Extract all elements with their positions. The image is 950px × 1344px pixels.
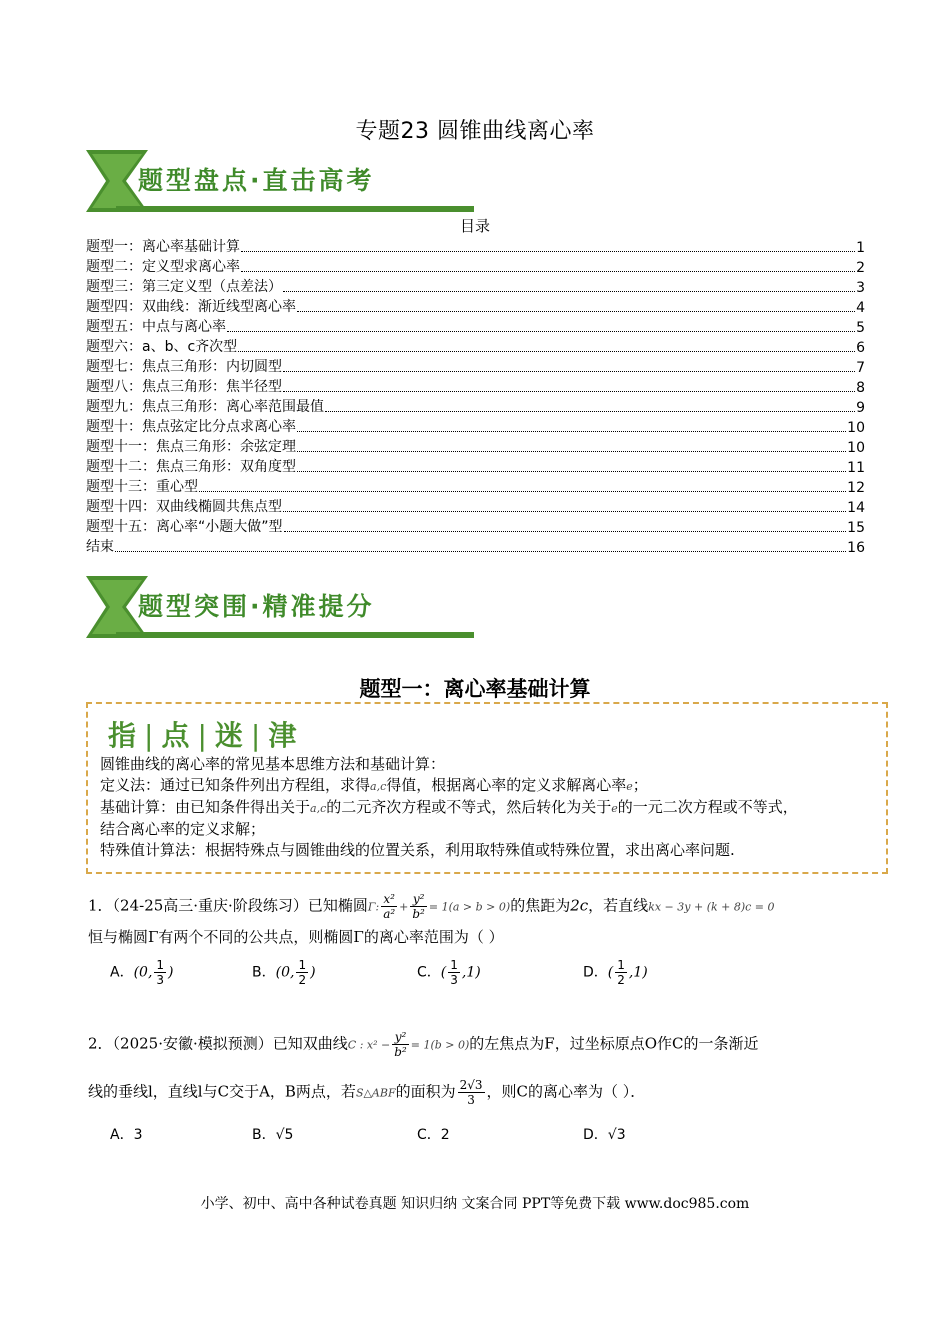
toc-item-page: 14 [847, 500, 865, 516]
tip-heading-char: 点 [161, 719, 190, 752]
page-footer: 小学、初中、高中各种试卷真题 知识归纳 文案合同 PPT等免费下载 www.doc985.com [200, 1196, 750, 1212]
toc-leader [283, 511, 846, 512]
section-title: 题型一：离心率基础计算 [359, 677, 591, 701]
banner-text: 题型盘点·直击高考 [138, 166, 375, 195]
tip-content [100, 754, 890, 861]
question-1-option-d[interactable]: D．( $\frac{1}{2}$ ,1) [583, 958, 648, 987]
table-of-contents [86, 236, 865, 556]
toc-leader [297, 451, 846, 452]
tip-separator: | [197, 719, 207, 752]
question-1-option-a[interactable]: A．(0, $\frac{1}{3}$ ) [110, 958, 174, 987]
toc-leader [115, 551, 846, 552]
tip-line: 基础计算：由已知条件得出关于a,c的二元齐次方程或不等式，然后转化为关于e的一元二次方程或不等式， [100, 798, 798, 816]
toc-leader [297, 311, 855, 312]
toc-item-page: 6 [856, 340, 865, 356]
tip-heading [108, 714, 296, 754]
toc-item-page: 10 [847, 420, 865, 436]
toc-item-page: 16 [847, 540, 865, 556]
tip-line: 圆锥曲线的离心率的常见基本思维方法和基础计算： [100, 755, 446, 773]
tip-line: 结合离心率的定义求解； [100, 820, 266, 838]
toc-leader [283, 371, 855, 372]
toc-item-page: 3 [856, 280, 865, 296]
toc-item-label: 题型九：焦点三角形：离心率范围最值 [86, 399, 324, 415]
section-banner-practice [86, 574, 476, 640]
toc-item-label: 题型三：第三定义型（点差法） [86, 279, 282, 295]
toc-item[interactable] [86, 256, 865, 276]
question-2-option-b[interactable]: B．√5 [252, 1127, 294, 1143]
question-source: （2025·安徽·模拟预测） [112, 1034, 273, 1053]
toc-item-label: 题型十五：离心率“小题大做”型 [86, 519, 283, 535]
toc-item[interactable] [86, 456, 865, 476]
toc-item-label: 题型十一：焦点三角形：余弦定理 [86, 439, 296, 455]
question-1-option-c[interactable]: C．( $\frac{1}{3}$ ,1) [417, 958, 481, 987]
toc-item-page: 8 [856, 380, 865, 396]
toc-item-label: 题型十二：焦点三角形：双角度型 [86, 459, 296, 475]
toc-leader [241, 271, 855, 272]
tip-line: 特殊值计算法：根据特殊点与圆锥曲线的位置关系，利用取特殊值或特殊位置，求出离心率问题. [100, 841, 735, 859]
toc-item-page: 7 [856, 360, 865, 376]
tip-separator: | [250, 719, 261, 752]
toc-item-page: 10 [847, 440, 865, 456]
toc-leader [227, 331, 855, 332]
toc-item-page: 1 [856, 240, 865, 256]
toc-item[interactable] [86, 296, 865, 316]
question-number: 2． [88, 1034, 113, 1053]
question-source: （24-25高三·重庆·阶段练习） [112, 896, 308, 915]
toc-item-label: 题型七：焦点三角形：内切圆型 [86, 359, 282, 375]
toc-leader [238, 351, 855, 352]
tip-heading-char: 指 [108, 719, 137, 752]
toc-item-label: 题型一：离心率基础计算 [86, 239, 240, 255]
toc-heading: 目录 [459, 217, 490, 235]
tip-heading-char: 迷 [214, 719, 243, 752]
toc-item-page: 12 [847, 480, 865, 496]
toc-item-page: 9 [856, 400, 865, 416]
toc-item[interactable] [86, 476, 865, 496]
question-2-option-c[interactable]: C．2 [417, 1127, 450, 1143]
toc-item-page: 5 [856, 320, 865, 336]
question-2-stem-cont: 线的垂线l，直线l与C交于A，B两点，若S△ABF的面积为 $\frac{2√3}{3}$ ，则C的离心率为（ ）． [88, 1078, 646, 1107]
question-2-option-a[interactable]: A．3 [110, 1127, 143, 1143]
banner-text: 题型突围·精准提分 [138, 592, 375, 621]
toc-leader [325, 411, 855, 412]
toc-item[interactable] [86, 416, 865, 436]
toc-leader [283, 291, 855, 292]
tip-box [86, 702, 888, 874]
question-1-option-b[interactable]: B．(0, $\frac{1}{2}$ ) [252, 958, 316, 987]
toc-item[interactable] [86, 276, 865, 296]
question-number: 1． [88, 896, 113, 915]
toc-item[interactable] [86, 356, 865, 376]
toc-item[interactable] [86, 376, 865, 396]
toc-leader [297, 431, 846, 432]
toc-item-page: 4 [856, 300, 865, 316]
page-title: 专题23 圆锥曲线离心率 [355, 119, 595, 144]
toc-item-label: 题型十四：双曲线椭圆共焦点型 [86, 499, 282, 515]
toc-leader [241, 251, 855, 252]
toc-item[interactable] [86, 516, 865, 536]
toc-item-label: 结束 [86, 539, 114, 555]
toc-item[interactable] [86, 316, 865, 336]
toc-leader [283, 391, 855, 392]
toc-leader [199, 491, 846, 492]
question-1-stem: 1．（24-25高三·重庆·阶段练习）已知椭圆Γ: $\frac{\text{x²}}{\text{a²}}$ + $\frac{\text{y²}}{\text{b²}}$ = 1(a > b > 0)的焦距为2c，若直线kx − 3y + (k + 8)c = 0 [88, 892, 775, 921]
toc-item-label: 题型五：中点与离心率 [86, 319, 226, 335]
question-2-stem: 2．（2025·安徽·模拟预测）已知双曲线C : x² − $\frac{\text{y²}}{\text{b²}}$ = 1(b > 0)的左焦点为F，过坐标原点O作C的一条渐近 [88, 1030, 759, 1059]
toc-item-label: 题型十：焦点弦定比分点求离心率 [86, 419, 296, 435]
toc-item[interactable] [86, 536, 865, 556]
toc-item-page: 11 [847, 460, 865, 476]
toc-item[interactable] [86, 436, 865, 456]
question-2-option-d[interactable]: D．√3 [583, 1127, 626, 1143]
toc-item[interactable] [86, 496, 865, 516]
tip-line: 定义法：通过已知条件列出方程组，求得a,c得值，根据离心率的定义求解离心率e； [100, 776, 648, 794]
section-banner-overview [86, 148, 476, 214]
toc-item[interactable] [86, 396, 865, 416]
toc-item-page: 15 [847, 520, 865, 536]
toc-leader [284, 531, 847, 532]
tip-separator: | [144, 719, 154, 752]
toc-item[interactable] [86, 236, 865, 256]
toc-item-page: 2 [856, 260, 865, 276]
toc-item-label: 题型四：双曲线：渐近线型离心率 [86, 299, 296, 315]
question-1-stem-cont: 恒与椭圆Γ有两个不同的公共点，则椭圆Γ的离心率范围为（ ） [88, 928, 504, 946]
toc-item-label: 题型六：a、b、c齐次型 [86, 339, 238, 355]
toc-item-label: 题型二：定义型求离心率 [86, 259, 240, 275]
toc-leader [297, 471, 846, 472]
toc-item-label: 题型八：焦点三角形：焦半径型 [86, 379, 282, 395]
tip-heading-char: 津 [268, 719, 297, 752]
toc-item-label: 题型十三：重心型 [86, 479, 198, 495]
toc-item[interactable] [86, 336, 865, 356]
